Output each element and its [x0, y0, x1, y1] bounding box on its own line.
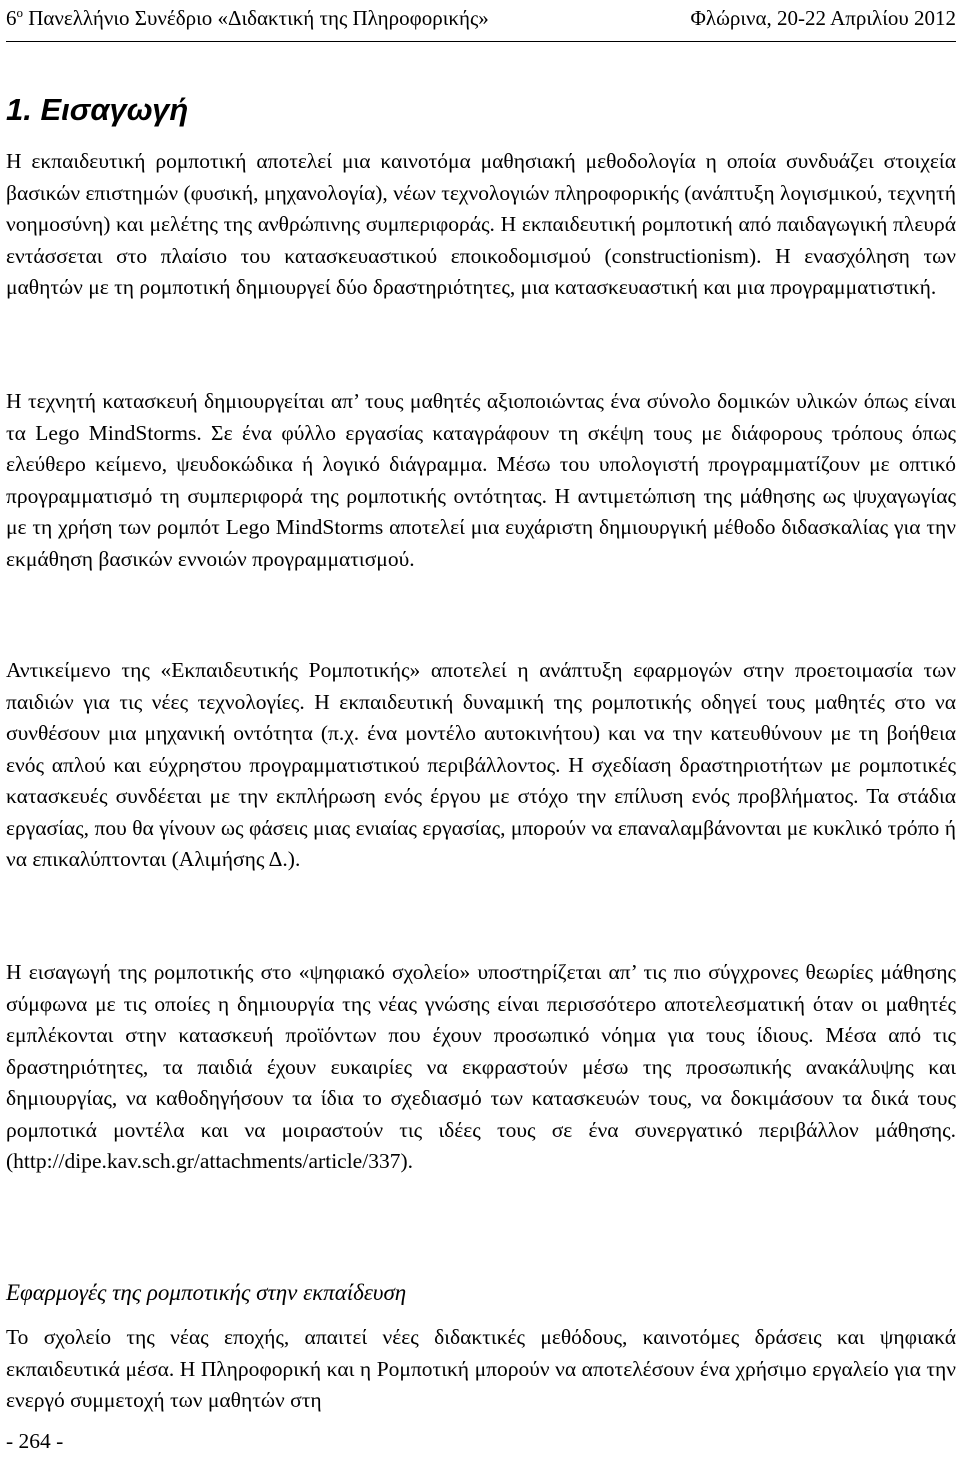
conference-name: Πανελλήνιο Συνέδριο «Διδακτική της Πληροφορικής»: [23, 6, 489, 30]
page-number: - 264 -: [6, 1429, 64, 1453]
running-header: [6, 5, 956, 42]
section-heading: 1. Εισαγωγή: [6, 92, 189, 127]
subsection-heading: Εφαρμογές της ρομποτικής στην εκπαίδευση: [6, 1280, 407, 1305]
paragraph-3: Αντικείμενο της «Εκπαιδευτικής Ρομποτικής» αποτελεί η ανάπτυξη εφαρμογών στην προετοιμασία των παιδιών για τις νέες τεχνολογίες. Η εκπαιδευτική δυναμική της ρομποτικής οδηγεί τους μαθητές στο να συνθέσουν μια μηχανική οντότητα (π.χ. ένα μοντέλο αυτοκινήτου) και να την κατευθύνουν με τη βοήθεια ενός απλού και εύχρηστου προγραμματιστικού περιβάλλοντος. Η σχεδίαση δραστηριοτήτων με ρομποτικές κατασκευές συνδέεται με την εκπλήρωση ενός έργου με στόχο την επίλυση ενός προβλήματος. Τα στάδια εργασίας, που θα γίνουν ως φάσεις μιας ενιαίας εργασίας, μπορούν να επαναλαμβάνονται με κυκλικό τρόπο ή να επικαλύπτονται (Αλιμήσης Δ.).: [6, 658, 956, 871]
conference-number: 6: [6, 6, 17, 30]
paragraph-4: Η εισαγωγή της ρομποτικής στο «ψηφιακό σχολείο» υποστηρίζεται απ’ τις πιο σύγχρονες θεωρίες μάθησης σύμφωνα με τις οποίες η δημιουργία της νέας γνώσης είναι περισσότερο αποτελεσματική όταν οι μαθητές εμπλέκονται στην κατασκευή προϊόντων που έχουν προσωπικό νόημα για τους ίδιους. Μέσα από τις δραστηριότητες, τα παιδιά έχουν ευκαιρίες να εκφραστούν μέσω της προσωπικής ανακάλυψης και δημιουργίας, να καθοδηγήσουν τα ίδια το σχεδιασμό των κατασκευών τους, να δοκιμάσουν τα δικά τους ρομποτικά μοντέλα και να μοιραστούν τις ιδέες τους σε ένα συνεργατικό περιβάλλον μάθησης. (http://dipe.kav.sch.gr/attachments/article/337).: [6, 960, 956, 1173]
ordinal-suffix: ο: [16, 5, 23, 20]
paragraph-5: Το σχολείο της νέας εποχής, απαιτεί νέες διδακτικές μεθόδους, καινοτόμες δράσεις και ψηφιακά εκπαιδευτικά μέσα. Η Πληροφορική και η Ρομποτική μπορούν να αποτελέσουν ένα χρήσιμο εργαλείο για την ενεργό συμμετοχή των μαθητών στη: [6, 1325, 956, 1412]
paragraph-2: Η τεχνητή κατασκευή δημιουργείται απ’ τους μαθητές αξιοποιώντας ένα σύνολο δομικών υλικών όπως είναι τα Lego MindStorms. Σε ένα φύλλο εργασίας καταγράφουν τη σκέψη τους με διάφορους τρόπους όπως ελεύθερο κείμενο, ψευδοκώδικα ή λογικό διάγραμμα. Μέσω του υπολογιστή προγραμματίζουν με οπτικό προγραμματισμό τη συμπεριφορά της ρομποτικής οντότητας. Η αντιμετώπιση της μάθησης ως ψυχαγωγίας με τη χρήση των ρομπότ Lego MindStorms αποτελεί μια ευχάριστη δημιουργική μέθοδο διδασκαλίας για την εκμάθηση βασικών εννοιών προγραμματισμού.: [6, 389, 956, 571]
document-page: [6, 0, 956, 1457]
conference-title: [6, 5, 489, 31]
conference-location-date: Φλώρινα, 20-22 Απριλίου 2012: [690, 6, 956, 30]
paragraph-1: Η εκπαιδευτική ρομποτική αποτελεί μια καινοτόμα μαθησιακή μεθοδολογία η οποία συνδυάζει στοιχεία βασικών επιστημών (φυσική, μηχανολογία), νέων τεχνολογιών πληροφορικής (ανάπτυξη λογισμικού, τεχνητή νοημοσύνη) και μελέτης της ανθρώπινης συμπεριφοράς. Η εκπαιδευτική ρομποτική από παιδαγωγική πλευρά εντάσσεται στο πλαίσιο του κατασκευαστικού εποικοδομισμού (constructionism). Η ενασχόληση των μαθητών με τη ρομποτική δημιουργεί δύο δραστηριότητες, μια κατασκευαστική και μια προγραμματιστική.: [6, 149, 956, 299]
